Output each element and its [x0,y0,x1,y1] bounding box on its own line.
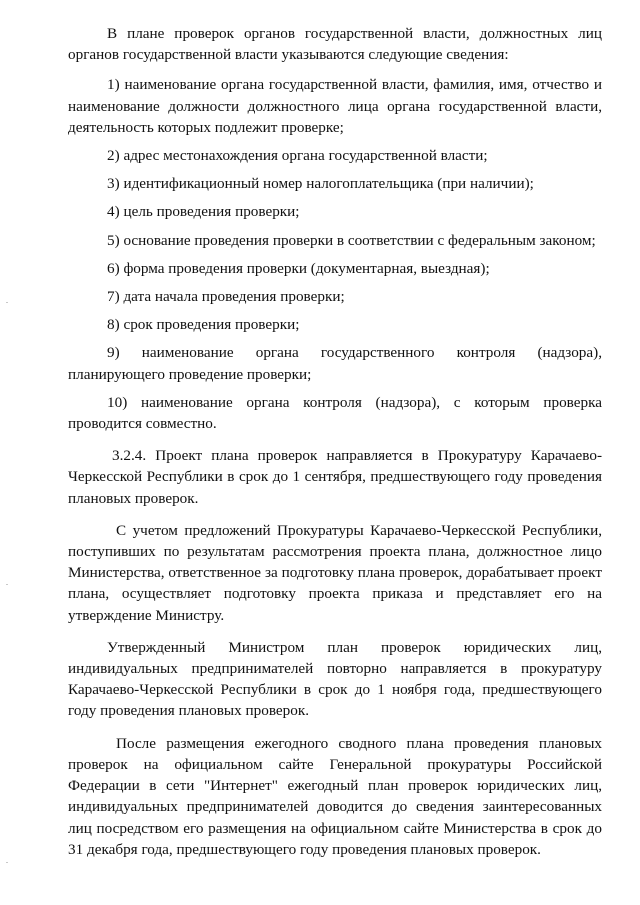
section-3-2-4-paragraph: 3.2.4. Проект плана проверок направляется в Прокуратуру Карачаево-Черкесской Республики в срок до 1 сентября, предшествующего году проведения плановых проверок. [68,447,602,507]
list-item-6: 6) форма проведения проверки (документарная, выездная); [107,259,490,277]
list-item-1: 1) наименование органа государственной власти, фамилия, имя, отчество и наименование должности должностного лица органа государственной власти, деятельность которых подлежит проверке; [68,76,602,136]
proposals-paragraph: С учетом предложений Прокуратуры Карачаево-Черкесской Республики, поступивших по результатам рассмотрения проекта плана, должностное лицо Министерства, ответственное за подготовку плана проверок, дорабатывает проект плана, осуществляет подготовку проекта приказа и представляет его на утверждение Министру. [68,521,602,624]
list-item-5: 5) основание проведения проверки в соответствии с федеральным законом; [107,231,596,249]
list-item-8: 8) срок проведения проверки; [107,316,300,334]
publication-paragraph: После размещения ежегодного сводного плана проведения плановых проверок на официальном сайте Генеральной прокуратуры Российской Федерации в сети "Интернет" ежегодный план проверок юридических лиц, индивидуальных предпринимателей доводится до сведения заинтересованных лиц посредством его размещения на официальном сайте Министерства в срок до 31 декабря года, предшествующего году проведения плановых проверок. [68,734,602,858]
scan-mark [6,862,8,863]
scan-mark [6,584,8,585]
approved-plan-paragraph: Утвержденный Министром план проверок юридических лиц, индивидуальных предпринимателей повторно направляется в прокуратуру Карачаево-Черкесской Республики в срок до 1 ноября года, предшествующего году проведения плановых проверок. [68,638,602,720]
list-item-4: 4) цель проведения проверки; [107,203,300,221]
list-item-2: 2) адрес местонахождения органа государственной власти; [107,147,488,165]
intro-paragraph: В плане проверок органов государственной власти, должностных лиц органов государственной власти указываются следующие сведения: [68,25,602,64]
list-item-7: 7) дата начала проведения проверки; [107,288,345,306]
scan-mark [6,302,8,303]
list-item-9: 9) наименование органа государственного контроля (надзора), планирующего проведение проверки; [68,344,602,383]
list-item-10: 10) наименование органа контроля (надзора), с которым проверка проводится совместно. [68,393,602,433]
document-page [68,23,602,860]
list-item-3: 3) идентификационный номер налогоплательщика (при наличии); [107,175,534,193]
